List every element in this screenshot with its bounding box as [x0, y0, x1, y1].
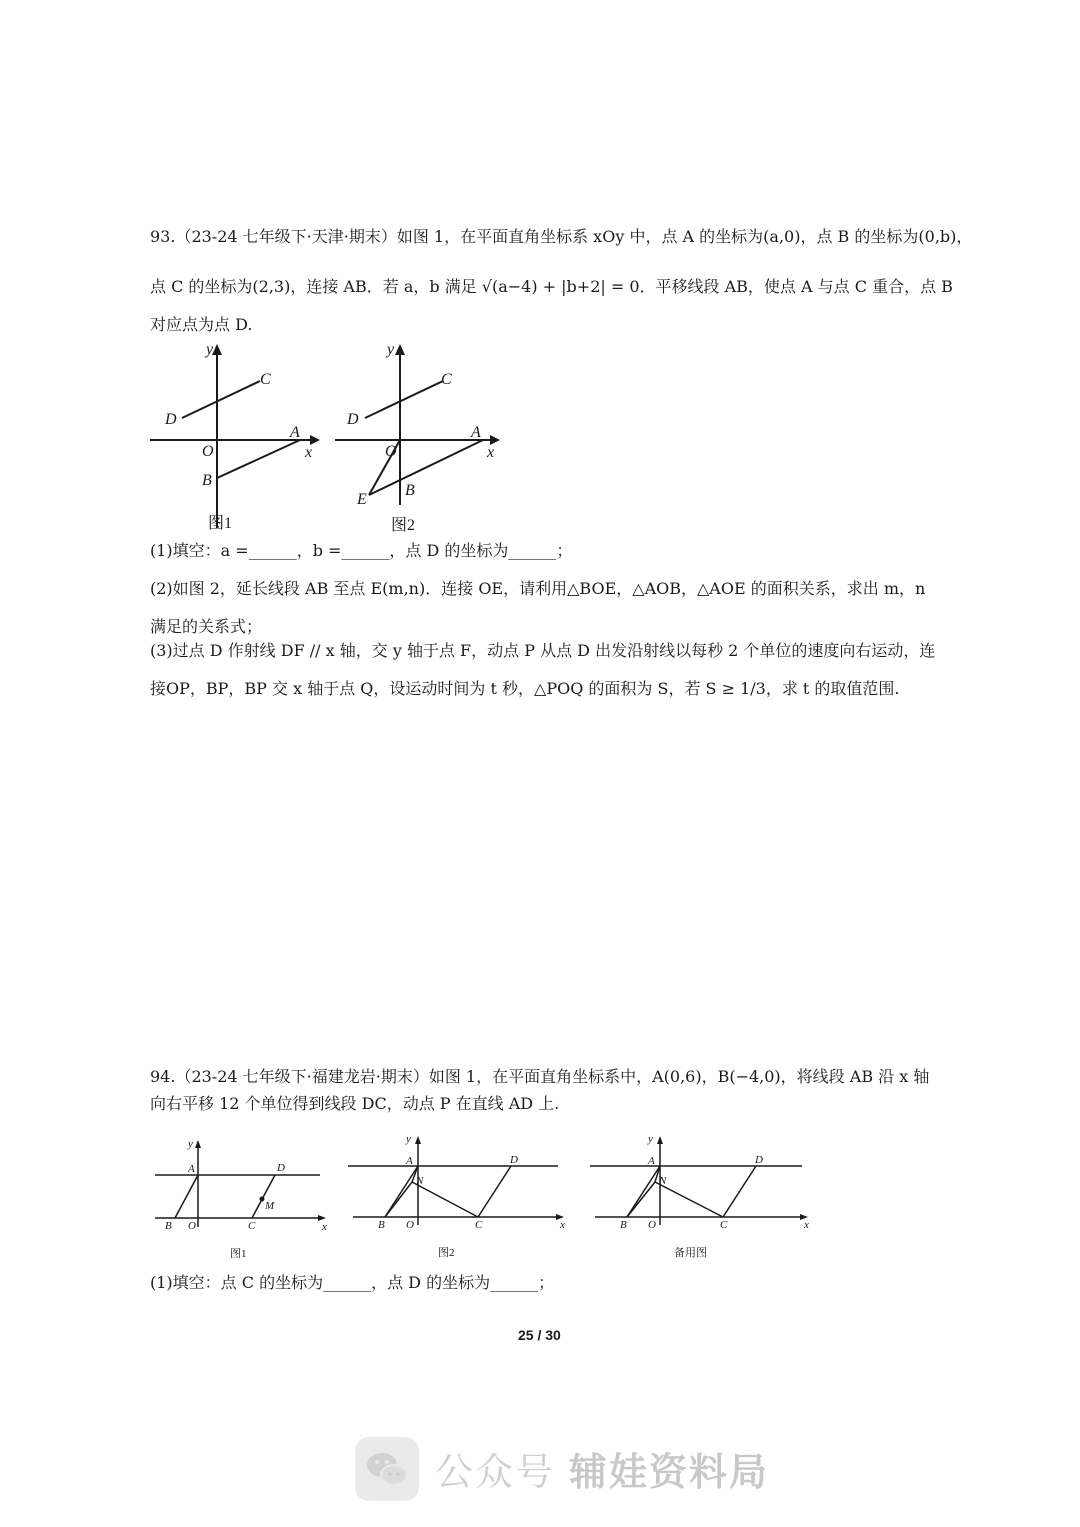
q94-f3-label-x: x: [804, 1219, 809, 1231]
q93-f1-label-O: O: [202, 443, 214, 460]
q93-f1-caption: 图1: [208, 515, 233, 532]
q94-f1-label-B: B: [165, 1220, 172, 1232]
q94-f2-label-y: y: [406, 1133, 411, 1145]
q94-f2-caption: 图2: [438, 1247, 455, 1259]
q94-f2-label-C: C: [475, 1219, 483, 1231]
q93-f1-label-C: C: [260, 371, 271, 388]
q93-f2-caption: 图2: [391, 517, 416, 534]
q93-part1: (1)填空：a =______，b =______，点 D 的坐标为______；: [150, 541, 573, 560]
q93-f1-label-y: y: [206, 341, 214, 358]
q94-figure-3: [590, 1130, 815, 1265]
q93-f2-label-D: D: [347, 411, 359, 428]
q94-f2-label-O: O: [406, 1219, 414, 1231]
q94-f1-caption: 图1: [230, 1248, 247, 1260]
q93-figure-1: [150, 340, 325, 540]
q93-figure-2: [335, 340, 510, 540]
q94-f3-label-A: A: [648, 1155, 655, 1167]
q94-f3-label-y: y: [648, 1133, 653, 1145]
q94-f2-label-A: A: [406, 1155, 413, 1167]
wechat-icon: [355, 1437, 419, 1501]
q93-f2-label-B: B: [405, 482, 415, 499]
q93-part2-line1: (2)如图 2，延长线段 AB 至点 E(m,n)．连接 OE，请利用△BOE，△AOB，△AOE 的面积关系，求出 m，n: [150, 579, 926, 598]
q93-f2-label-C: C: [441, 371, 452, 388]
q94-f2-label-N: N: [416, 1175, 424, 1187]
q93-f1-label-A: A: [290, 424, 300, 441]
q93-line2: 点 C 的坐标为(2,3)，连接 AB．若 a，b 满足 √(a−4) + |b+2| = 0．平移线段 AB，使点 A 与点 C 重合，点 B: [150, 277, 953, 296]
q94-f3-label-B: B: [620, 1219, 627, 1231]
q93-f1-label-B: B: [202, 472, 212, 489]
q94-line1: 94.（23-24 七年级下·福建龙岩·期末）如图 1，在平面直角坐标系中，A(0,6)，B(−4,0)，将线段 AB 沿 x 轴: [150, 1067, 930, 1086]
page-number: 25 / 30: [518, 1327, 561, 1343]
q93-f2-label-x: x: [487, 444, 495, 461]
watermark: [355, 1435, 770, 1505]
q93-f1-label-x: x: [305, 444, 313, 461]
q94-f3-caption: 备用图: [674, 1247, 707, 1259]
watermark-text: [435, 1441, 769, 1496]
q94-figure-2: [348, 1130, 573, 1265]
q94-f3-label-D: D: [755, 1154, 763, 1166]
q94-figure-1: [150, 1135, 335, 1265]
q93-part3-line2: 接OP，BP，BP 交 x 轴于点 Q，设运动时间为 t 秒，△POQ 的面积为 S，若 S ≥ 1/3，求 t 的取值范围.: [150, 679, 900, 698]
q94-f1-label-M: M: [265, 1200, 275, 1212]
q94-f1-label-O: O: [188, 1220, 196, 1232]
q93-f2-label-A: A: [471, 424, 481, 441]
q93-part2-line2: 满足的关系式；: [150, 617, 263, 636]
q94-f1-label-C: C: [248, 1220, 256, 1232]
q94-f2-label-x: x: [560, 1219, 565, 1231]
q94-f3-label-C: C: [720, 1219, 728, 1231]
watermark-prefix: 公众号: [435, 1450, 556, 1494]
q94-f3-label-O: O: [648, 1219, 656, 1231]
q94-f2-label-D: D: [510, 1154, 518, 1166]
q94-f1-label-D: D: [277, 1162, 285, 1174]
q93-line1: 93.（23-24 七年级下·天津·期末）如图 1，在平面直角坐标系 xOy 中，点 A 的坐标为(a,0)，点 B 的坐标为(0,b)，: [150, 227, 973, 246]
q93-f2-label-O: O: [385, 443, 397, 460]
q93-part3-line1: (3)过点 D 作射线 DF // x 轴，交 y 轴于点 F，动点 P 从点 D 出发沿射线以每秒 2 个单位的速度向右运动，连: [150, 641, 936, 660]
q93-f1-label-D: D: [165, 411, 177, 428]
q94-f1-label-y: y: [188, 1138, 193, 1150]
q93-f2-label-E: E: [357, 491, 367, 508]
q93-line3: 对应点为点 D.: [150, 315, 253, 334]
q93-f2-label-y: y: [387, 341, 395, 358]
q94-f2-label-B: B: [378, 1219, 385, 1231]
q94-part1: (1)填空：点 C 的坐标为______，点 D 的坐标为______；: [150, 1273, 555, 1292]
q94-f1-label-x: x: [322, 1221, 327, 1233]
q94-line2: 向右平移 12 个单位得到线段 DC，动点 P 在直线 AD 上.: [150, 1094, 560, 1113]
q94-f3-label-N: N: [659, 1175, 667, 1187]
q94-f1-label-A: A: [188, 1163, 195, 1175]
watermark-brand: 辅娃资料局: [569, 1450, 770, 1494]
